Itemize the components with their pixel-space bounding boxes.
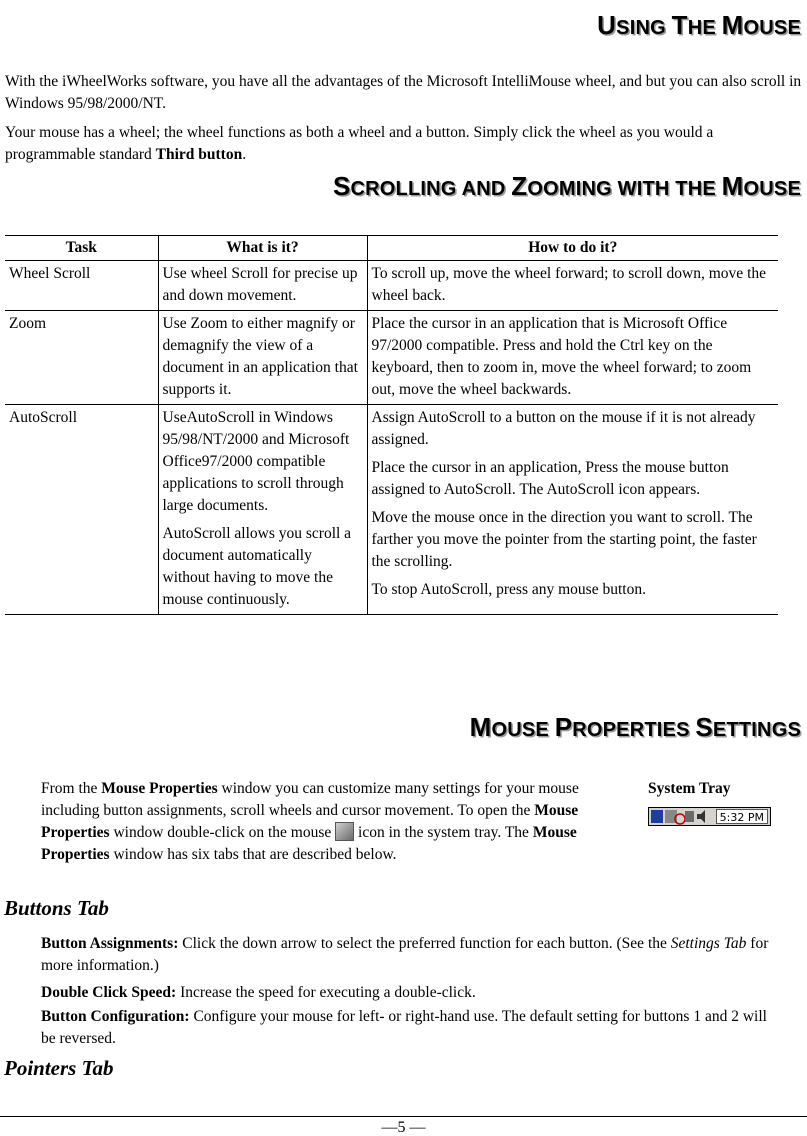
system-tray-label: System Tray xyxy=(648,780,731,797)
buttons-tab-item: Button Assignments: Click the down arrow to select the preferred function for each button. (See the Settings Tab for more information.) xyxy=(41,935,769,974)
task-table xyxy=(5,235,778,615)
mouse-icon xyxy=(335,822,354,841)
pointers-tab-heading: Pointers Tab xyxy=(4,1056,114,1080)
table-row xyxy=(5,311,778,405)
table-row xyxy=(5,405,778,615)
shield-icon xyxy=(651,810,663,823)
heading-scrolling-and-zooming: SCROLLING AND ZOOMING WITH THE MOUSE xyxy=(332,171,801,201)
cell-what: Use wheel Scroll for precise up and down movement. xyxy=(158,261,367,311)
cell-how: Assign AutoScroll to a button on the mouse if it is not already assigned. Place the cursor in an application, Press the mouse button assigned to AutoScroll. The AutoScroll icon appears. Move the mouse once in the direction you want to scroll. The farther you move the pointer from the starting point, the faster the scrolling. To stop AutoScroll, press any mouse button. xyxy=(367,405,778,615)
cell-what: Use Zoom to either magnify or demagnify the view of a document in an application that supports it. xyxy=(158,311,367,405)
tray-icons xyxy=(649,808,719,825)
system-tray-image xyxy=(648,807,771,826)
cell-task: Zoom xyxy=(5,311,158,405)
buttons-tab-item: Button Configuration: Configure your mouse for left- or right-hand use. The default setting for buttons 1 and 2 will be reversed. xyxy=(41,1008,767,1047)
header-what: What is it? xyxy=(158,236,367,261)
header-task: Task xyxy=(5,236,158,261)
table-header-row xyxy=(5,236,778,261)
cell-task: AutoScroll xyxy=(5,405,158,615)
intro-paragraph-1: With the iWheelWorks software, you have all the advantages of the Microsoft IntelliMouse wheel, and but you can also scroll in Windows 95/98/2000/NT. xyxy=(5,73,802,112)
page-number: —5 — xyxy=(381,1119,426,1136)
header-how: How to do it? xyxy=(367,236,778,261)
heading-using-the-mouse: USING THE MOUSE xyxy=(597,10,801,40)
heading-mouse-properties-settings: MOUSE PROPERTIES SETTINGS xyxy=(469,712,801,742)
table-row xyxy=(5,261,778,311)
buttons-tab-heading: Buttons Tab xyxy=(4,896,109,920)
cell-how: To scroll up, move the wheel forward; to scroll down, move the wheel back. xyxy=(367,261,778,311)
tray-clock: 5:32 PM xyxy=(716,809,768,824)
buttons-tab-item: Double Click Speed: Increase the speed for executing a double-click. xyxy=(41,984,476,1001)
speaker-icon xyxy=(697,810,705,823)
cell-what: UseAutoScroll in Windows 95/98/NT/2000 and Microsoft Office97/2000 compatible applications to scroll through large documents. AutoScroll allows you scroll a document automatically without having to move the mouse continuously. xyxy=(158,405,367,615)
intro-paragraph-2: Your mouse has a wheel; the wheel functions as both a wheel and a button. Simply click the wheel as you would a programmable standard Third button. xyxy=(5,124,714,163)
cell-task: Wheel Scroll xyxy=(5,261,158,311)
mouse-icon xyxy=(685,811,694,822)
properties-paragraph: From the Mouse Properties window you can customize many settings for your mouse including button assignments, scroll wheels and cursor movement. To open the Mouse Properties window double-click on the mouse icon in the system tray. The Mouse Properties window has six tabs that are described below. xyxy=(41,780,579,863)
cell-how: Place the cursor in an application that is Microsoft Office 97/2000 compatible. Press and hold the Ctrl key on the keyboard, then to zoom in, move the wheel forward; to zoom out, move the wheel backwards. xyxy=(367,311,778,405)
